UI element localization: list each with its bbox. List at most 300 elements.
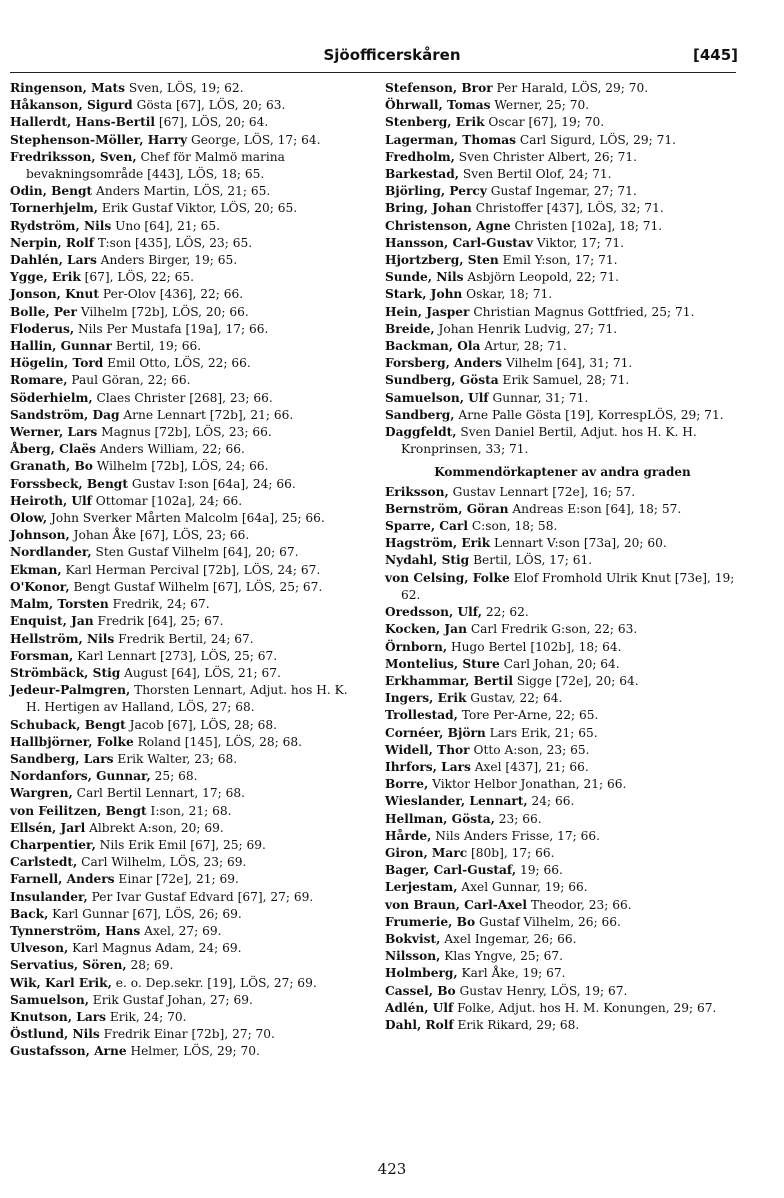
register-entry — [10, 372, 363, 389]
entry-surname: Björling, Percy — [385, 184, 487, 199]
register-entry — [385, 518, 740, 535]
page-reference: [445] — [692, 46, 738, 64]
register-entry — [10, 734, 363, 751]
entry-surname: Sparre, Carl — [385, 519, 468, 534]
entry-details: Christen [102a], 18; 71. — [510, 218, 663, 233]
entry-details: e. o. Dep.sekr. [19], LÖS, 27; 69. — [111, 975, 317, 990]
register-entry — [385, 183, 740, 200]
entry-details: Bengt Gustaf Wilhelm [67], LÖS, 25; 67. — [69, 579, 323, 594]
register-entry — [385, 338, 740, 355]
entry-surname: Borre, — [385, 777, 429, 792]
register-entry — [385, 879, 740, 896]
entry-surname: Rydström, Nils — [10, 218, 112, 233]
entry-surname: Bring, Johan — [385, 201, 472, 216]
entry-details: Thorsten Lennart, Adjut. hos H. K. H. Hertigen av Halland, LÖS, 27; 68. — [26, 683, 348, 715]
entry-details: 22; 62. — [482, 605, 529, 620]
register-entry — [385, 218, 740, 235]
entry-details: Fredrik [64], 25; 67. — [93, 614, 224, 629]
entry-details: Johan Åke [67], LÖS, 23; 66. — [69, 528, 250, 543]
entry-surname: Giron, Marc — [385, 845, 468, 860]
entry-details: Albrekt A:son, 20; 69. — [85, 820, 224, 835]
entry-details: Erik Samuel, 28; 71. — [498, 373, 630, 388]
entry-surname: Sandberg, Lars — [10, 751, 114, 766]
entry-surname: Stark, John — [385, 287, 463, 302]
entry-surname: Widell, Thor — [385, 742, 470, 757]
register-entry — [385, 793, 740, 810]
entry-details: Einar [72e], 21; 69. — [114, 872, 239, 887]
register-entry — [385, 286, 740, 303]
entry-details: Carl Bertil Lennart, 17; 68. — [72, 786, 245, 801]
entry-surname: Holmberg, — [385, 966, 458, 981]
entry-details: Nils Erik Emil [67], 25; 69. — [95, 837, 266, 852]
entry-details: Lennart V:son [73a], 20; 60. — [490, 536, 667, 551]
entry-surname: Stefenson, Bror — [385, 81, 493, 95]
entry-details: John Sverker Mårten Malcolm [64a], 25; 66. — [47, 511, 325, 526]
entry-surname: Sandberg, — [385, 407, 455, 422]
register-entry — [10, 1026, 363, 1043]
entry-surname: O'Konor, — [10, 579, 70, 594]
entry-surname: Stenberg, Erik — [385, 115, 485, 130]
entry-surname: von Feilitzen, Bengt — [10, 803, 147, 818]
entry-surname: Lerjestam, — [385, 880, 458, 895]
entry-details: Klas Yngve, 25; 67. — [440, 949, 564, 964]
register-entry — [10, 957, 363, 974]
entry-surname: Ellsén, Jarl — [10, 820, 86, 835]
entry-surname: Nydahl, Stig — [385, 553, 470, 568]
entry-surname: Bernström, Göran — [385, 501, 509, 516]
entry-surname: Granath, Bo — [10, 459, 93, 474]
entry-details: Roland [145], LÖS, 28; 68. — [133, 734, 302, 749]
entry-surname: Högelin, Tord — [10, 356, 104, 371]
entry-surname: Daggfeldt, — [385, 425, 457, 440]
register-entry — [10, 648, 363, 665]
entry-surname: Strömbäck, Stig — [10, 665, 121, 680]
entry-surname: Montelius, Sture — [385, 656, 500, 671]
entry-surname: Cornéer, Björn — [385, 725, 486, 740]
register-entry — [10, 441, 363, 458]
running-title: Sjöofficerskåren — [323, 46, 461, 64]
entry-surname: Ulveson, — [10, 941, 69, 956]
register-entry — [385, 1017, 740, 1034]
register-entry — [10, 596, 363, 613]
entry-surname: Malm, Torsten — [10, 597, 109, 612]
register-entry — [385, 914, 740, 931]
register-entry — [385, 742, 740, 759]
entry-surname: von Celsing, Folke — [385, 570, 510, 585]
register-entry — [385, 862, 740, 879]
entry-details: Axel Ingemar, 26; 66. — [440, 931, 577, 946]
entry-details: Anders Martin, LÖS, 21; 65. — [92, 184, 271, 199]
entry-surname: Nerpin, Rolf — [10, 235, 94, 250]
entry-surname: Ygge, Erik — [10, 270, 81, 285]
register-entry — [10, 1009, 363, 1026]
register-entry — [10, 338, 363, 355]
entry-surname: Bager, Carl-Gustaf, — [385, 863, 517, 878]
entry-surname: Trollestad, — [385, 708, 458, 723]
left-column — [10, 80, 363, 1061]
entry-surname: Hallerdt, Hans-Bertil — [10, 115, 156, 130]
entry-details: Sten Gustaf Vilhelm [64], 20; 67. — [91, 545, 299, 560]
entry-details: Lars Erik, 21; 65. — [485, 725, 598, 740]
entry-details: Axel Gunnar, 19; 66. — [457, 880, 588, 895]
entry-surname: Hellman, Gösta, — [385, 811, 495, 826]
entry-details: Gustav, 22; 64. — [466, 691, 563, 706]
register-entry — [385, 372, 740, 389]
entry-surname: Öhrwall, Tomas — [385, 98, 491, 113]
entry-details: Gustav I:son [64a], 24; 66. — [127, 476, 296, 491]
register-entry — [385, 235, 740, 252]
entry-surname: Jonson, Knut — [10, 287, 100, 302]
right-column — [385, 80, 740, 1034]
register-entry — [10, 132, 363, 149]
entry-surname: Lagerman, Thomas — [385, 132, 517, 147]
entry-details: Jacob [67], LÖS, 28; 68. — [125, 717, 278, 732]
register-entry — [385, 811, 740, 828]
register-entry — [385, 707, 740, 724]
entry-details: Artur, 28; 71. — [480, 339, 567, 354]
register-entry — [10, 114, 363, 131]
register-entry — [10, 97, 363, 114]
entry-surname: Romare, — [10, 373, 68, 388]
entry-surname: Farnell, Anders — [10, 872, 115, 887]
register-entry — [385, 656, 740, 673]
register-entry — [10, 183, 363, 200]
register-entry — [385, 621, 740, 638]
entry-details: Carl Johan, 20; 64. — [499, 656, 620, 671]
entry-details: Sven Daniel Bertil, Adjut. hos H. K. H. Kronprinsen, 33; 71. — [401, 425, 697, 457]
entry-details: Karl Gunnar [67], LÖS, 26; 69. — [48, 906, 242, 921]
entry-details: C:son, 18; 58. — [467, 519, 558, 534]
entry-details: Axel [437], 21; 66. — [470, 759, 589, 774]
register-entry — [385, 484, 740, 501]
entry-surname: Enquist, Jan — [10, 614, 94, 629]
register-entry — [385, 552, 740, 569]
entry-details: Oskar, 18; 71. — [462, 287, 553, 302]
entry-surname: Johnson, — [10, 528, 70, 543]
register-entry — [10, 785, 363, 802]
entry-details: Erik Gustaf Johan, 27; 69. — [88, 992, 253, 1007]
entry-surname: Ekman, — [10, 562, 62, 577]
entry-details: Andreas E:son [64], 18; 57. — [508, 501, 682, 516]
register-entry — [385, 931, 740, 948]
entry-surname: Werner, Lars — [10, 425, 98, 440]
register-entry — [385, 535, 740, 552]
register-entry — [10, 975, 363, 992]
entry-surname: Schuback, Bengt — [10, 717, 126, 732]
entry-details: Christian Magnus Gottfried, 25; 71. — [469, 304, 695, 319]
entry-surname: Hansson, Carl-Gustav — [385, 235, 533, 250]
register-entry — [385, 424, 740, 458]
entry-surname: Gustafsson, Arne — [10, 1044, 127, 1059]
register-entry — [385, 897, 740, 914]
entry-surname: Dahl, Rolf — [385, 1017, 454, 1032]
register-entry — [385, 200, 740, 217]
entry-details: I:son, 21; 68. — [146, 803, 232, 818]
register-entry — [385, 983, 740, 1000]
entry-surname: Tornerhjelm, — [10, 201, 99, 216]
entry-surname: von Braun, Carl-Axel — [385, 897, 527, 912]
entry-surname: Forsberg, Anders — [385, 356, 502, 371]
entry-details: Paul Göran, 22; 66. — [67, 373, 191, 388]
entry-surname: Åberg, Claës — [10, 442, 97, 457]
register-entry — [385, 132, 740, 149]
entry-details: Karl Magnus Adam, 24; 69. — [68, 941, 242, 956]
right-column-bottom-list — [385, 484, 740, 1035]
entry-surname: Tynnerström, Hans — [10, 923, 141, 938]
register-entry — [10, 768, 363, 785]
entry-surname: Fredriksson, Sven, — [10, 149, 137, 164]
register-entry — [10, 218, 363, 235]
entry-surname: Wik, Karl Erik, — [10, 975, 112, 990]
entry-details: Claes Christer [268], 23; 66. — [92, 390, 273, 405]
entry-details: Karl Lennart [273], LÖS, 25; 67. — [73, 648, 278, 663]
entry-details: Vilhelm [72b], LÖS, 20; 66. — [76, 304, 249, 319]
register-entry — [10, 269, 363, 286]
entry-surname: Sandström, Dag — [10, 407, 120, 422]
register-entry — [10, 871, 363, 888]
entry-surname: Hagström, Erik — [385, 536, 491, 551]
register-entry — [385, 948, 740, 965]
entry-surname: Oredsson, Ulf, — [385, 605, 482, 620]
entry-surname: Sundberg, Gösta — [385, 373, 499, 388]
register-entry — [10, 717, 363, 734]
register-entry — [385, 407, 740, 424]
entry-surname: Fredholm, — [385, 149, 455, 164]
register-entry — [10, 562, 363, 579]
entry-details: Emil Otto, LÖS, 22; 66. — [103, 356, 251, 371]
entry-surname: Sunde, Nils — [385, 270, 464, 285]
entry-surname: Hårde, — [385, 828, 432, 843]
entry-details: George, LÖS, 17; 64. — [187, 132, 321, 147]
entry-details: Per Ivar Gustaf Edvard [67], 27; 69. — [87, 889, 314, 904]
entry-details: August [64], LÖS, 21; 67. — [120, 665, 281, 680]
entry-surname: Knutson, Lars — [10, 1009, 107, 1024]
entry-surname: Adlén, Ulf — [385, 1000, 454, 1015]
register-entry — [385, 604, 740, 621]
entry-details: Ottomar [102a], 24; 66. — [91, 493, 243, 508]
entry-details: Fredrik, 24; 67. — [108, 597, 210, 612]
register-entry — [10, 631, 363, 648]
entry-details: Arne Palle Gösta [19], KorrespLÖS, 29; 71. — [454, 407, 724, 422]
entry-details: Folke, Adjut. hos H. M. Konungen, 29; 67. — [453, 1000, 717, 1015]
entry-details: Nils Per Mustafa [19a], 17; 66. — [74, 321, 269, 336]
register-entry — [10, 321, 363, 338]
entry-surname: Barkestad, — [385, 167, 459, 182]
entry-details: [80b], 17; 66. — [467, 845, 555, 860]
register-entry — [10, 304, 363, 321]
entry-surname: Östlund, Nils — [10, 1027, 100, 1042]
register-entry — [10, 1043, 363, 1060]
register-entry — [385, 355, 740, 372]
register-entry — [385, 639, 740, 656]
register-entry — [385, 828, 740, 845]
entry-details: Karl Herman Percival [72b], LÖS, 24; 67. — [61, 562, 321, 577]
entry-surname: Forsman, — [10, 648, 74, 663]
register-entry — [10, 235, 363, 252]
entry-surname: Cassel, Bo — [385, 983, 456, 998]
entry-details: Carl Sigurd, LÖS, 29; 71. — [516, 132, 676, 147]
entry-details: Erik Walter, 23; 68. — [113, 751, 238, 766]
register-entry — [385, 252, 740, 269]
entry-details: Viktor, 17; 71. — [532, 235, 625, 250]
register-entry — [385, 166, 740, 183]
entry-details: Emil Y:son, 17; 71. — [498, 253, 618, 268]
entry-surname: Söderhielm, — [10, 390, 93, 405]
register-entry — [385, 1000, 740, 1017]
register-entry — [10, 458, 363, 475]
entry-surname: Örnborn, — [385, 639, 448, 654]
entry-surname: Hallbjörner, Folke — [10, 734, 134, 749]
entry-details: Vilhelm [64], 31; 71. — [501, 356, 633, 371]
entry-surname: Ihrfors, Lars — [385, 759, 471, 774]
entry-details: Magnus [72b], LÖS, 23; 66. — [97, 425, 272, 440]
entry-details: 24; 66. — [527, 794, 575, 809]
register-entry — [385, 759, 740, 776]
entry-surname: Kocken, Jan — [385, 622, 467, 637]
register-entry — [10, 476, 363, 493]
register-entry — [10, 424, 363, 441]
entry-surname: Wieslander, Lennart, — [385, 794, 528, 809]
register-entry — [385, 965, 740, 982]
entry-surname: Eriksson, — [385, 484, 449, 499]
entry-details: Nils Anders Frisse, 17; 66. — [431, 828, 600, 843]
entry-surname: Carlstedt, — [10, 855, 78, 870]
entry-details: 28; 69. — [126, 958, 174, 973]
entry-surname: Jedeur-Palmgren, — [10, 683, 131, 698]
entry-details: Per Harald, LÖS, 29; 70. — [492, 81, 649, 95]
register-entry — [10, 751, 363, 768]
entry-details: Asbjörn Leopold, 22; 71. — [463, 270, 620, 285]
entry-details: Karl Åke, 19; 67. — [457, 966, 566, 981]
entry-surname: Nordlander, — [10, 545, 92, 560]
entry-details: Gustav Henry, LÖS, 19; 67. — [455, 983, 628, 998]
register-entry — [10, 355, 363, 372]
entry-surname: Forssbeck, Bengt — [10, 476, 128, 491]
entry-surname: Nilsson, — [385, 949, 441, 964]
register-entry — [10, 252, 363, 269]
entry-details: Theodor, 23; 66. — [526, 897, 632, 912]
register-entry — [385, 80, 740, 97]
entry-surname: Dahlén, Lars — [10, 253, 97, 268]
entry-details: Otto A:son, 23; 65. — [469, 742, 590, 757]
register-entry — [10, 80, 363, 97]
register-entry — [385, 304, 740, 321]
register-entry — [10, 390, 363, 407]
entry-details: T:son [435], LÖS, 23; 65. — [93, 235, 253, 250]
entry-details: Christoffer [437], LÖS, 32; 71. — [471, 201, 664, 216]
header-rule — [10, 72, 736, 73]
entry-surname: Floderus, — [10, 321, 75, 336]
entry-details: Gustaf Ingemar, 27; 71. — [486, 184, 637, 199]
entry-surname: Bokvist, — [385, 931, 441, 946]
entry-details: Oscar [67], 19; 70. — [484, 115, 605, 130]
entry-details: Wilhelm [72b], LÖS, 24; 66. — [92, 459, 269, 474]
entry-surname: Nordanfors, Gunnar, — [10, 769, 151, 784]
entry-details: 19; 66. — [516, 863, 563, 878]
entry-details: Erik Gustaf Viktor, LÖS, 20; 65. — [98, 201, 298, 216]
entry-details: Bertil, 19; 66. — [111, 339, 202, 354]
register-entry — [10, 906, 363, 923]
register-entry — [385, 725, 740, 742]
entry-details: Gustaf Vilhelm, 26; 66. — [475, 914, 621, 929]
entry-surname: Hellström, Nils — [10, 631, 115, 646]
entry-details: Carl Wilhelm, LÖS, 23; 69. — [77, 855, 247, 870]
register-entry — [10, 889, 363, 906]
register-entry — [385, 570, 740, 604]
register-entry — [10, 992, 363, 1009]
entry-details: Sven, LÖS, 19; 62. — [124, 81, 244, 95]
entry-details: Chef för Malmö marina bevakningsområde [443], LÖS, 18; 65. — [26, 149, 285, 182]
entry-details: Axel, 27; 69. — [140, 923, 222, 938]
register-entry — [10, 923, 363, 940]
entry-details: Johan Henrik Ludvig, 27; 71. — [434, 321, 618, 336]
entry-details: Erik, 24; 70. — [106, 1009, 187, 1024]
entry-surname: Bolle, Per — [10, 304, 77, 319]
entry-details: Werner, 25; 70. — [490, 98, 590, 113]
register-entry — [385, 776, 740, 793]
entry-surname: Hein, Jasper — [385, 304, 470, 319]
register-entry — [385, 269, 740, 286]
entry-surname: Backman, Ola — [385, 339, 481, 354]
register-entry — [10, 493, 363, 510]
entry-details: Anders William, 22; 66. — [96, 442, 245, 457]
register-entry — [385, 149, 740, 166]
entry-details: Erik Rikard, 29; 68. — [453, 1017, 580, 1032]
register-entry — [10, 820, 363, 837]
entry-surname: Breide, — [385, 321, 435, 336]
entry-surname: Samuelson, — [10, 992, 89, 1007]
entry-surname: Samuelson, Ulf — [385, 390, 489, 405]
entry-details: Elof Fromhold Ulrik Knut [73e], 19; 62. — [401, 570, 735, 602]
register-entry — [385, 390, 740, 407]
entry-surname: Stephenson-Möller, Harry — [10, 132, 188, 147]
register-entry — [385, 501, 740, 518]
register-entry — [10, 544, 363, 561]
entry-surname: Odin, Bengt — [10, 184, 93, 199]
register-entry — [10, 682, 363, 716]
register-entry — [385, 673, 740, 690]
register-entry — [385, 97, 740, 114]
register-entry — [385, 321, 740, 338]
register-entry — [385, 114, 740, 131]
entry-details: Arne Lennart [72b], 21; 66. — [119, 407, 294, 422]
entry-surname: Wargren, — [10, 786, 73, 801]
entry-details: Anders Birger, 19; 65. — [96, 253, 238, 268]
register-entry — [385, 845, 740, 862]
entry-details: Sven Christer Albert, 26; 71. — [454, 149, 637, 164]
entry-surname: Ringenson, Mats — [10, 81, 125, 95]
register-entry — [10, 940, 363, 957]
entry-details: Sigge [72e], 20; 64. — [513, 673, 639, 688]
entry-details: [67], LÖS, 20; 64. — [155, 115, 269, 130]
entry-details: Gunnar, 31; 71. — [488, 390, 589, 405]
entry-details: Viktor Helbor Jonathan, 21; 66. — [428, 777, 627, 792]
entry-details: Helmer, LÖS, 29; 70. — [126, 1044, 260, 1059]
entry-details: 25; 68. — [150, 769, 198, 784]
entry-details: Per-Olov [436], 22; 66. — [99, 287, 244, 302]
register-entry — [10, 665, 363, 682]
entry-details: Uno [64], 21; 65. — [111, 218, 221, 233]
entry-details: Tore Per-Arne, 22; 65. — [457, 708, 599, 723]
page-number: 423 — [377, 1160, 407, 1178]
register-entry — [10, 149, 363, 183]
entry-details: Bertil, LÖS, 17; 61. — [469, 553, 593, 568]
page-header — [0, 40, 784, 70]
entry-surname: Charpentier, — [10, 837, 96, 852]
entry-surname: Frumerie, Bo — [385, 914, 476, 929]
entry-surname: Back, — [10, 906, 49, 921]
entry-surname: Christenson, Agne — [385, 218, 511, 233]
